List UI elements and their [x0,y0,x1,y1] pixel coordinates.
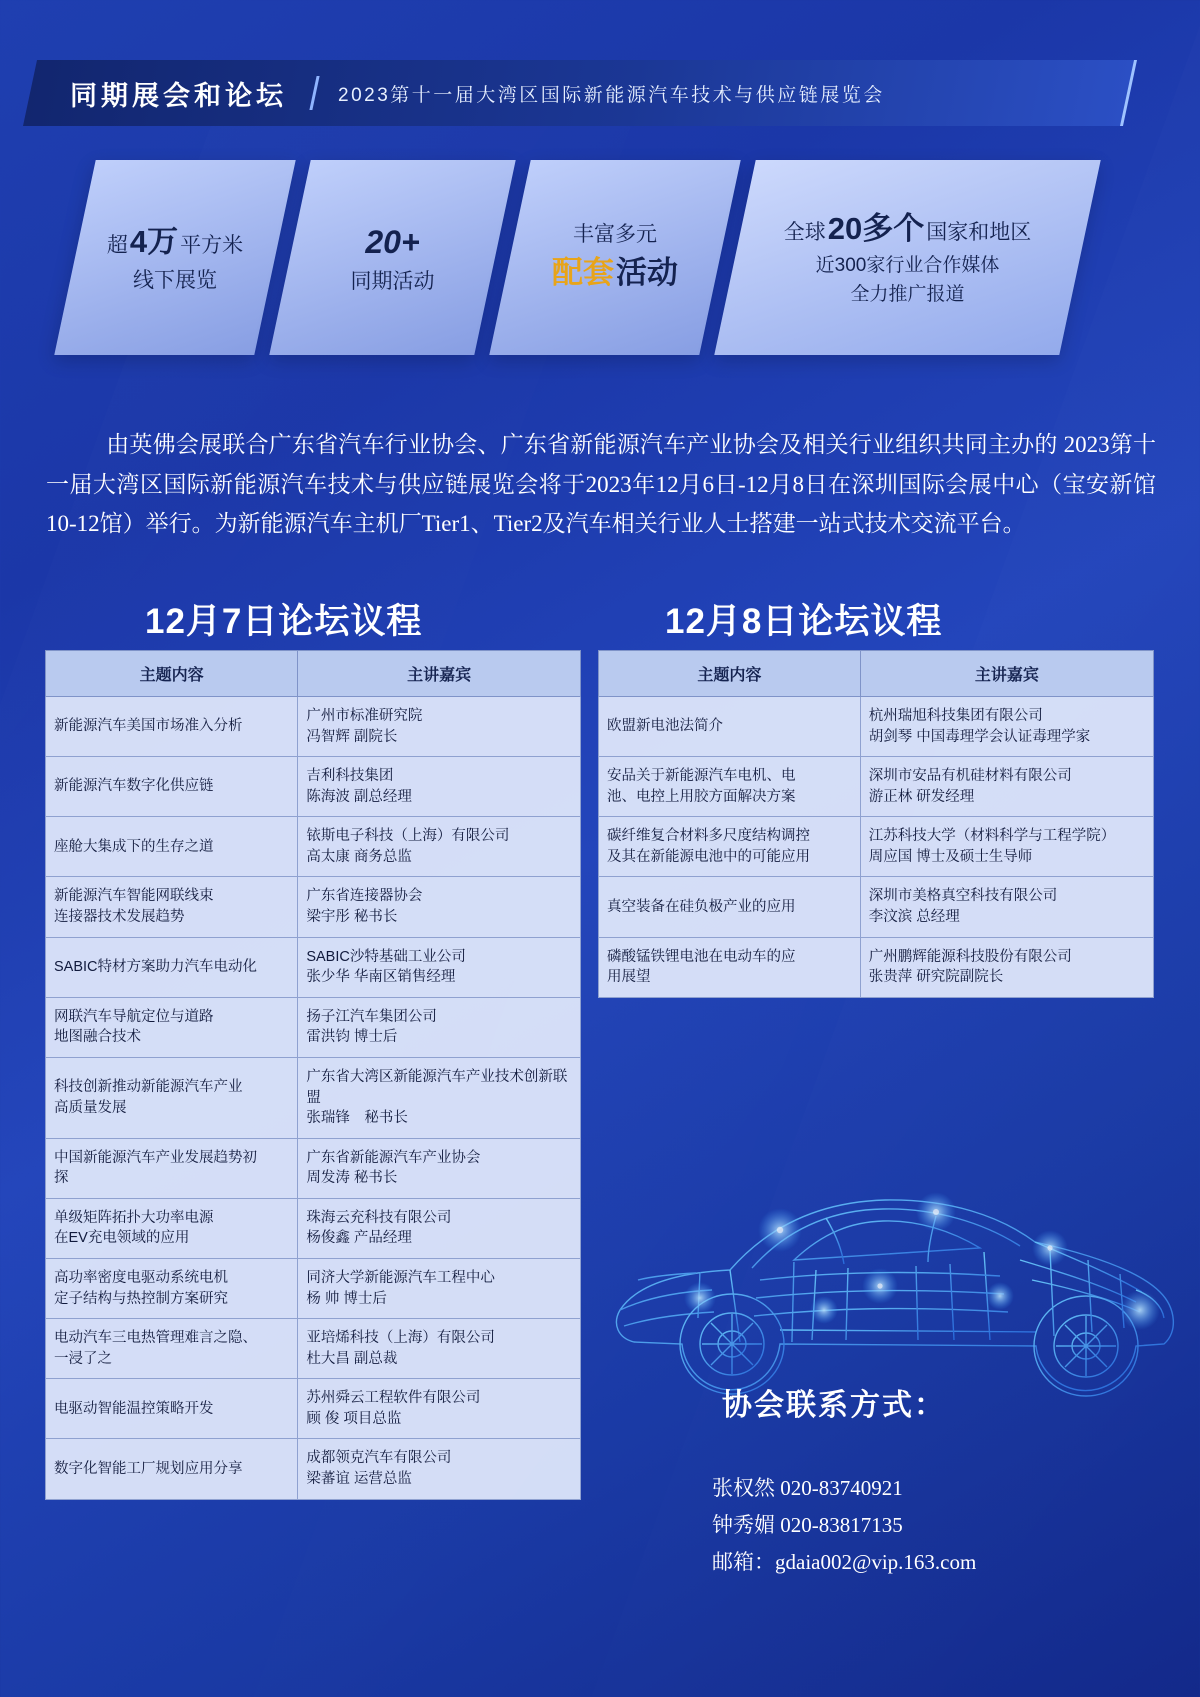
cell-guest [298,1138,581,1198]
header-banner [0,60,1200,148]
table-row [599,697,1154,757]
guest-org: 亚培烯科技（上海）有限公司 [306,1330,495,1347]
guest-org: 珠海云充科技有限公司 [306,1209,452,1226]
table-header-row [599,651,1154,697]
contact-line-1: 张权然 020-83740921 [712,1476,903,1500]
topic-line-2: 定子结构与热控制方案研究 [54,1290,228,1307]
cell-guest [298,757,581,817]
cell-topic [46,997,298,1057]
agenda-title-day1: 12月7日论坛议程 [145,602,423,641]
table-row [46,1258,581,1318]
column-header-topic: 主题内容 [46,651,298,697]
table-row [46,877,581,937]
guest-name: 张瑞锋 秘书长 [306,1110,408,1127]
topic-line-2: 一浸了之 [54,1350,112,1367]
cell-guest [298,1379,581,1439]
guest-name: 杨 帅 博士后 [306,1290,387,1307]
guest-name: 冯智辉 副院长 [306,728,398,745]
contact-title: 协会联系方式： [722,1389,946,1422]
table-row [46,1057,581,1138]
cell-guest [298,877,581,937]
guest-org: 广东省新能源汽车产业协会 [306,1149,481,1166]
topic-line-2: 用展望 [607,969,651,986]
topic-line-1: 新能源汽车数字化供应链 [54,778,214,795]
intro-paragraph [46,425,1156,544]
cell-topic [46,817,298,877]
table-row [599,817,1154,877]
stat-label-3: 全力推广报道 [850,283,965,305]
header-subtitle: 2023第十一届大湾区国际新能源汽车技术与供应链展览会 [338,84,885,106]
cell-guest [860,937,1153,997]
table-row [46,757,581,817]
guest-org: SABIC沙特基础工业公司 [306,948,466,965]
stat-card-media [714,160,1100,355]
guest-name: 顾 俊 项目总监 [306,1410,402,1427]
topic-line-2: 探 [54,1170,69,1187]
topic-line-2: 池、电控上用胶方面解决方案 [607,788,796,805]
topic-line-1: 座舱大集成下的生存之道 [54,838,214,855]
guest-name: 游正林 研发经理 [868,788,975,805]
stat-card-exhibition-area [54,160,295,355]
cell-guest [298,937,581,997]
contact-line-3: 邮箱：gdaia002@vip.163.com [712,1549,977,1574]
stat-label-bottom: 活动 [616,255,678,290]
table-row [46,997,581,1057]
table-row [599,937,1154,997]
column-header-topic: 主题内容 [599,651,861,697]
topic-line-1: 中国新能源汽车产业发展趋势初 [54,1149,257,1166]
cell-guest [298,1319,581,1379]
topic-line-1: 网联汽车导航定位与道路 [54,1008,214,1025]
topic-line-2: 高质量发展 [54,1099,127,1116]
agenda-title-day2: 12月8日论坛议程 [665,602,943,641]
table-row [46,817,581,877]
guest-org: 苏州舜云工程软件有限公司 [306,1390,481,1407]
table-row [599,757,1154,817]
topic-line-1: 碳纤维复合材料多尺度结构调控 [607,828,810,845]
guest-org: 扬子江汽车集团公司 [306,1008,437,1025]
cell-guest [298,1258,581,1318]
agenda-table-day1 [45,650,581,1500]
topic-line-1: 科技创新推动新能源汽车产业 [54,1079,243,1096]
guest-org: 广东省大湾区新能源汽车产业技术创新联盟 [306,1068,568,1106]
stat-suffix: 国家和地区 [926,220,1032,244]
column-header-guest: 主讲嘉宾 [298,651,581,697]
stat-highlight: 配套 [552,255,614,290]
table-row [46,1138,581,1198]
guest-name: 杨俊鑫 产品经理 [306,1230,412,1247]
guest-org: 江苏科技大学（材料科学与工程学院） [868,828,1116,845]
cell-topic [46,757,298,817]
table-row [46,937,581,997]
contact-list [712,1470,976,1580]
stat-prefix: 超 [106,233,128,257]
topic-line-2: 地图融合技术 [54,1029,141,1046]
cell-topic [46,877,298,937]
cell-guest [298,1439,581,1499]
cell-topic [46,1138,298,1198]
cell-guest [860,877,1153,937]
topic-line-1: 新能源汽车美国市场准入分析 [54,718,243,735]
guest-name: 雷洪钧 博士后 [306,1029,398,1046]
guest-org: 广东省连接器协会 [306,888,423,905]
guest-name: 张贵萍 研究院副院长 [868,969,1004,986]
stat-number: 20多个 [827,210,925,246]
cell-guest [860,697,1153,757]
cell-topic [46,937,298,997]
topic-line-1: 欧盟新电池法简介 [607,718,723,735]
guest-org: 成都领克汽车有限公司 [306,1450,452,1467]
cell-topic [599,937,861,997]
cell-guest [298,997,581,1057]
guest-org: 铱斯电子科技（上海）有限公司 [306,828,510,845]
column-header-guest: 主讲嘉宾 [860,651,1153,697]
agenda-table-day2 [598,650,1154,998]
stat-label: 同期活动 [350,269,435,293]
stat-prefix: 全球 [783,220,826,244]
guest-org: 同济大学新能源汽车工程中心 [306,1269,495,1286]
topic-line-1: SABIC特材方案助力汽车电动化 [54,958,258,975]
table-row [46,1439,581,1499]
topic-line-1: 电驱动智能温控策略开发 [54,1400,214,1417]
guest-org: 深圳市美格真空科技有限公司 [868,888,1058,905]
intro-text: 由英佛会展联合广东省汽车行业协会、广东省新能源汽车产业协会及相关行业组织共同主办的 2023第十一届大湾区国际新能源汽车技术与供应链展览会将于2023年12月6日-12月8日在深圳国际会展中心（宝安新馆10-12馆）举行。为新能源汽车主机厂Tier1、Tier2及汽车相关行业人士搭建一站式技术交流平台。 [46,432,1156,537]
guest-org: 广州市标准研究院 [306,708,423,724]
guest-org: 吉利科技集团 [306,768,394,785]
table-row [46,1319,581,1379]
cell-guest [860,757,1153,817]
cell-guest [298,817,581,877]
cell-guest [860,817,1153,877]
topic-line-2: 连接器技术发展趋势 [54,909,185,926]
topic-line-2: 在EV充电领域的应用 [54,1230,190,1247]
topic-line-1: 安品关于新能源汽车电机、电 [607,768,796,785]
cell-topic [46,1319,298,1379]
guest-name: 周应国 博士及硕士生导师 [868,848,1033,865]
header-divider [309,76,319,110]
cell-guest [298,1057,581,1138]
guest-org: 深圳市安品有机硅材料有限公司 [868,768,1072,785]
table-header-row [46,651,581,697]
topic-line-2: 及其在新能源电池中的可能应用 [607,848,810,865]
guest-org: 广州鹏辉能源科技股份有限公司 [868,948,1072,965]
guest-name: 陈海波 副总经理 [306,788,412,805]
cell-guest [298,697,581,757]
cell-topic [599,877,861,937]
guest-name: 张少华 华南区销售经理 [306,969,456,986]
topic-line-1: 新能源汽车智能网联线束 [54,888,214,905]
stat-label: 线下展览 [133,269,217,292]
guest-org: 杭州瑞旭科技集团有限公司 [868,708,1043,724]
header-badge: 同期展会和论坛 [70,80,287,111]
stat-number: 20+ [365,223,420,260]
topic-line-1: 数字化智能工厂规划应用分享 [54,1460,243,1477]
table-row [46,697,581,757]
topic-line-1: 高功率密度电驱动系统电机 [54,1269,228,1286]
table-row [46,1198,581,1258]
topic-line-1: 真空装备在硅负极产业的应用 [607,898,796,915]
guest-name: 胡剑琴 中国毒理学会认证毒理学家 [868,728,1091,745]
stat-card-events [269,160,515,355]
cell-topic [599,817,861,877]
guest-name: 周发涛 秘书长 [306,1170,398,1187]
cell-topic [46,1057,298,1138]
cell-topic [46,1439,298,1499]
topic-line-1: 单级矩阵拓扑大功率电源 [54,1209,214,1226]
stat-label-top: 丰富多元 [573,222,657,246]
guest-name: 杜大昌 副总裁 [306,1350,398,1367]
contact-line-2: 钟秀媚 020-83817135 [712,1512,903,1537]
cell-topic [46,1379,298,1439]
cell-guest [298,1198,581,1258]
stats-row [0,160,1200,390]
table-row [599,877,1154,937]
stat-suffix: 平方米 [180,233,244,257]
cell-topic [46,1198,298,1258]
table-row [46,1379,581,1439]
topic-line-1: 电动汽车三电热管理难言之隐、 [54,1330,257,1347]
cell-topic [46,697,298,757]
guest-name: 李汶滨 总经理 [868,909,960,926]
guest-name: 高太康 商务总监 [306,848,412,865]
cell-topic [46,1258,298,1318]
stat-label-2: 近300家行业合作媒体 [815,255,1000,277]
guest-name: 梁蕃谊 运营总监 [306,1471,412,1488]
cell-topic [599,757,861,817]
cell-topic [599,697,861,757]
topic-line-1: 磷酸锰铁锂电池在电动车的应 [607,948,796,965]
guest-name: 梁宇彤 秘书长 [306,909,398,926]
stat-card-activities [489,160,740,355]
stat-number: 4万 [129,223,179,259]
